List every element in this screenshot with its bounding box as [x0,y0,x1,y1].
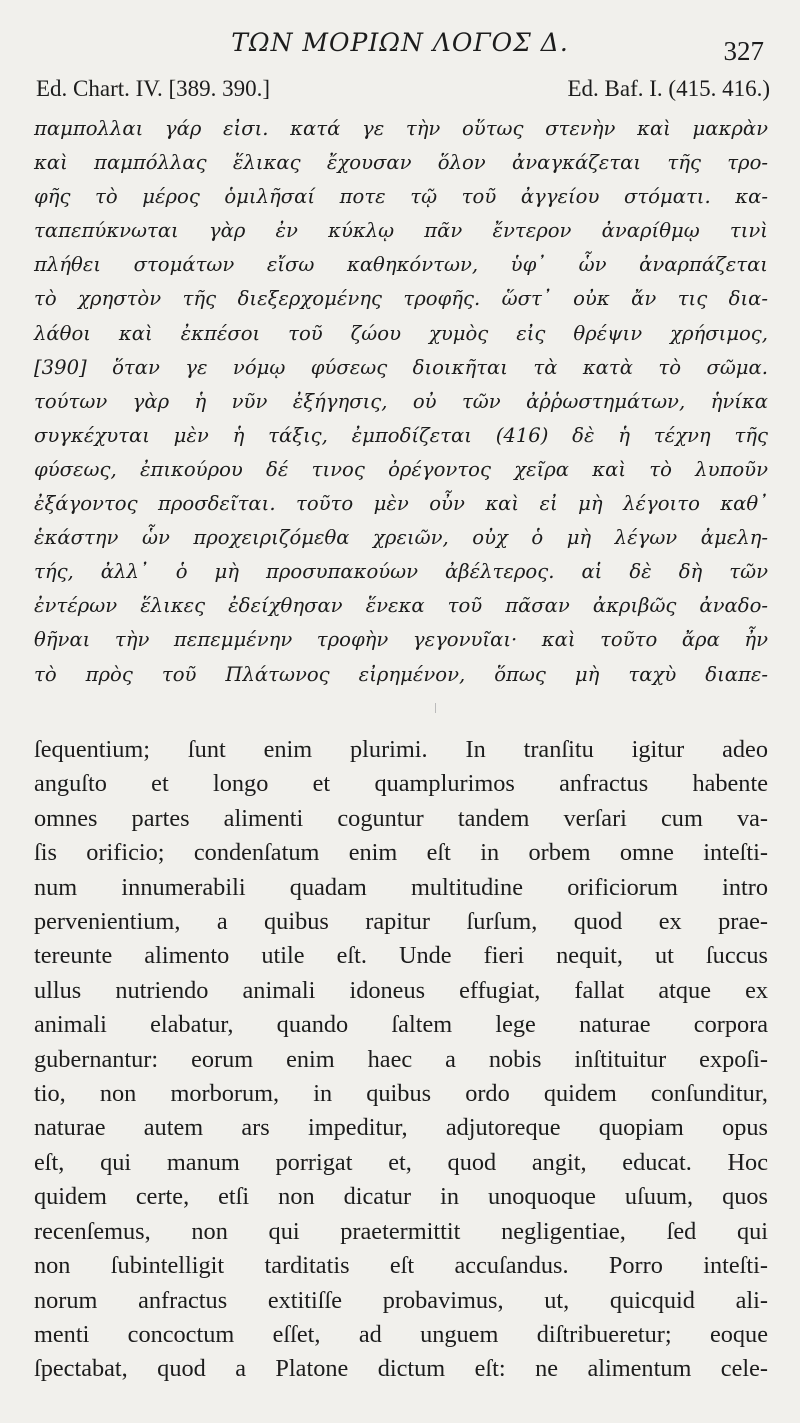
greek-line: φῆς τὸ μέρος ὁμιλῆσαί ποτε τῷ τοῦ ἀγγείου στόματι. κα- [34,185,768,209]
latin-line: naturae autem ars impeditur, adjutoreque quopiam opus [34,1114,768,1142]
latin-line: non ſubintelligit tarditatis eſt accuſandus. Porro inteſti- [34,1252,768,1280]
edition-reference-left: Ed. Chart. IV. [389. 390.] [36,76,271,101]
greek-line: τὸ χρηστὸν τῆς διεξερχομένης τροφῆς. ὥστ᾽ οὐκ ἄν τις δια- [34,287,768,311]
greek-line: συγκέχυται μὲν ἡ τάξις, ἐμποδίζεται (416) δὲ ἡ τέχνη τῆς [34,423,768,447]
latin-line: animali elabatur, quando ſaltem lege naturae corpora [34,1011,768,1039]
greek-line: πλήθει στομάτων εἴσω καθηκόντων, ὑφ᾽ ὧν ἀναρπάζεται [34,253,768,277]
latin-line: ſis orificio; condenſatum enim eſt in orbem omne inteſti- [34,839,768,867]
running-head: ΤΩΝ ΜΟΡΙΩΝ ΛΟΓΟΣ Δ. [231,28,569,57]
greek-line: καὶ παμπόλλας ἕλικας ἔχουσαν ὅλον ἀναγκάζεται τῆς τρο- [34,151,768,175]
latin-line: eſt, qui manum porrigat et, quod angit, educat. Hoc [34,1148,768,1176]
latin-line: ſequentium; ſunt enim plurimi. In tranſitu igitur adeo [34,736,768,763]
latin-line: ſpectabat, quod a Platone dictum eſt: ne alimentum cele- [34,1355,768,1383]
greek-line: τούτων γὰρ ἡ νῦν ἐξήγησις, οὐ τῶν ἀῤῥωστημάτων, ἡνίκα [34,389,768,413]
latin-line: pervenientium, a quibus rapitur ſurſum, quod ex prae- [34,908,768,936]
greek-line: [390] ὅταν γε νόμῳ φύσεως διοικῆται τὰ κατὰ τὸ σῶμα. [34,355,768,379]
greek-line: τής, ἀλλ᾽ ὁ μὴ προσυπακούων ἀβέλτερος. αἱ δὲ δὴ τῶν [34,560,768,584]
page-number: 327 [723,36,764,66]
greek-line: θῆναι τὴν πεπεμμένην τροφὴν γεγονυῖαι· καὶ τοῦτο ἄρα ἦν [34,628,768,652]
greek-line: ἑκάστην ὧν προχειριζόμεθα χρειῶν, οὐχ ὁ μὴ λέγων ἀμελη- [34,526,768,550]
greek-line: ἐντέρων ἕλικες ἐδείχθησαν ἕνεκα τοῦ πᾶσαν ἀκριβῶς ἀναδο- [34,594,768,618]
latin-line: gubernantur: eorum enim haec a nobis inſtituitur expoſi- [34,1045,768,1073]
greek-line: ταπεπύκνωται γὰρ ἐν κύκλῳ πᾶν ἔντερον ἀναρίθμῳ τινὶ [34,219,768,243]
latin-line: recenſemus, non qui praetermittit negligentiae, ſed qui [34,1217,768,1245]
latin-text-block [34,733,768,1387]
greek-text-block [34,112,768,692]
latin-line: num innumerabili quadam multitudine orificiorum intro [34,873,768,901]
greek-line: λάθοι καὶ ἐκπέσοι τοῦ ζώου χυμὸς εἰς θρέψιν χρήσιμος, [34,321,768,345]
section-divider [435,703,436,713]
latin-line: tio, non morborum, in quibus ordo quidem conſunditur, [34,1080,768,1108]
greek-line: φύσεως, ἐπικούρου δέ τινος ὀρέγοντος χεῖρα καὶ τὸ λυποῦν [34,457,768,481]
edition-reference-row [36,76,770,102]
latin-line: norum anfractus extitiſſe probavimus, ut, quicquid ali- [34,1286,768,1314]
latin-line: tereunte alimento utile eſt. Unde fieri nequit, ut ſuccus [34,942,768,970]
latin-line: quidem certe, etſi non dicatur in unoquoque uſuum, quos [34,1183,768,1211]
greek-line: παμπολλαι γάρ εἰσι. κατά γε τὴν οὕτως στενὴν καὶ μακρὰν [34,117,768,140]
greek-line: τὸ πρὸς τοῦ Πλάτωνος εἰρημένον, ὅπως μὴ ταχὺ διαπε- [34,662,768,686]
latin-line: ullus nutriendo animali idoneus effugiat, fallat atque ex [34,976,768,1004]
latin-line: omnes partes alimenti coguntur tandem verſari cum va- [34,804,768,832]
latin-line: menti concoctum eſſet, ad unguem diſtribueretur; eoque [34,1320,768,1348]
latin-line: anguſto et longo et quamplurimos anfractus habente [34,770,768,798]
edition-reference-right: Ed. Baf. I. (415. 416.) [567,76,770,101]
greek-line: ἐξάγοντος προσδεῖται. τοῦτο μὲν οὖν καὶ εἰ μὴ λέγοιτο καθ᾽ [34,492,768,516]
